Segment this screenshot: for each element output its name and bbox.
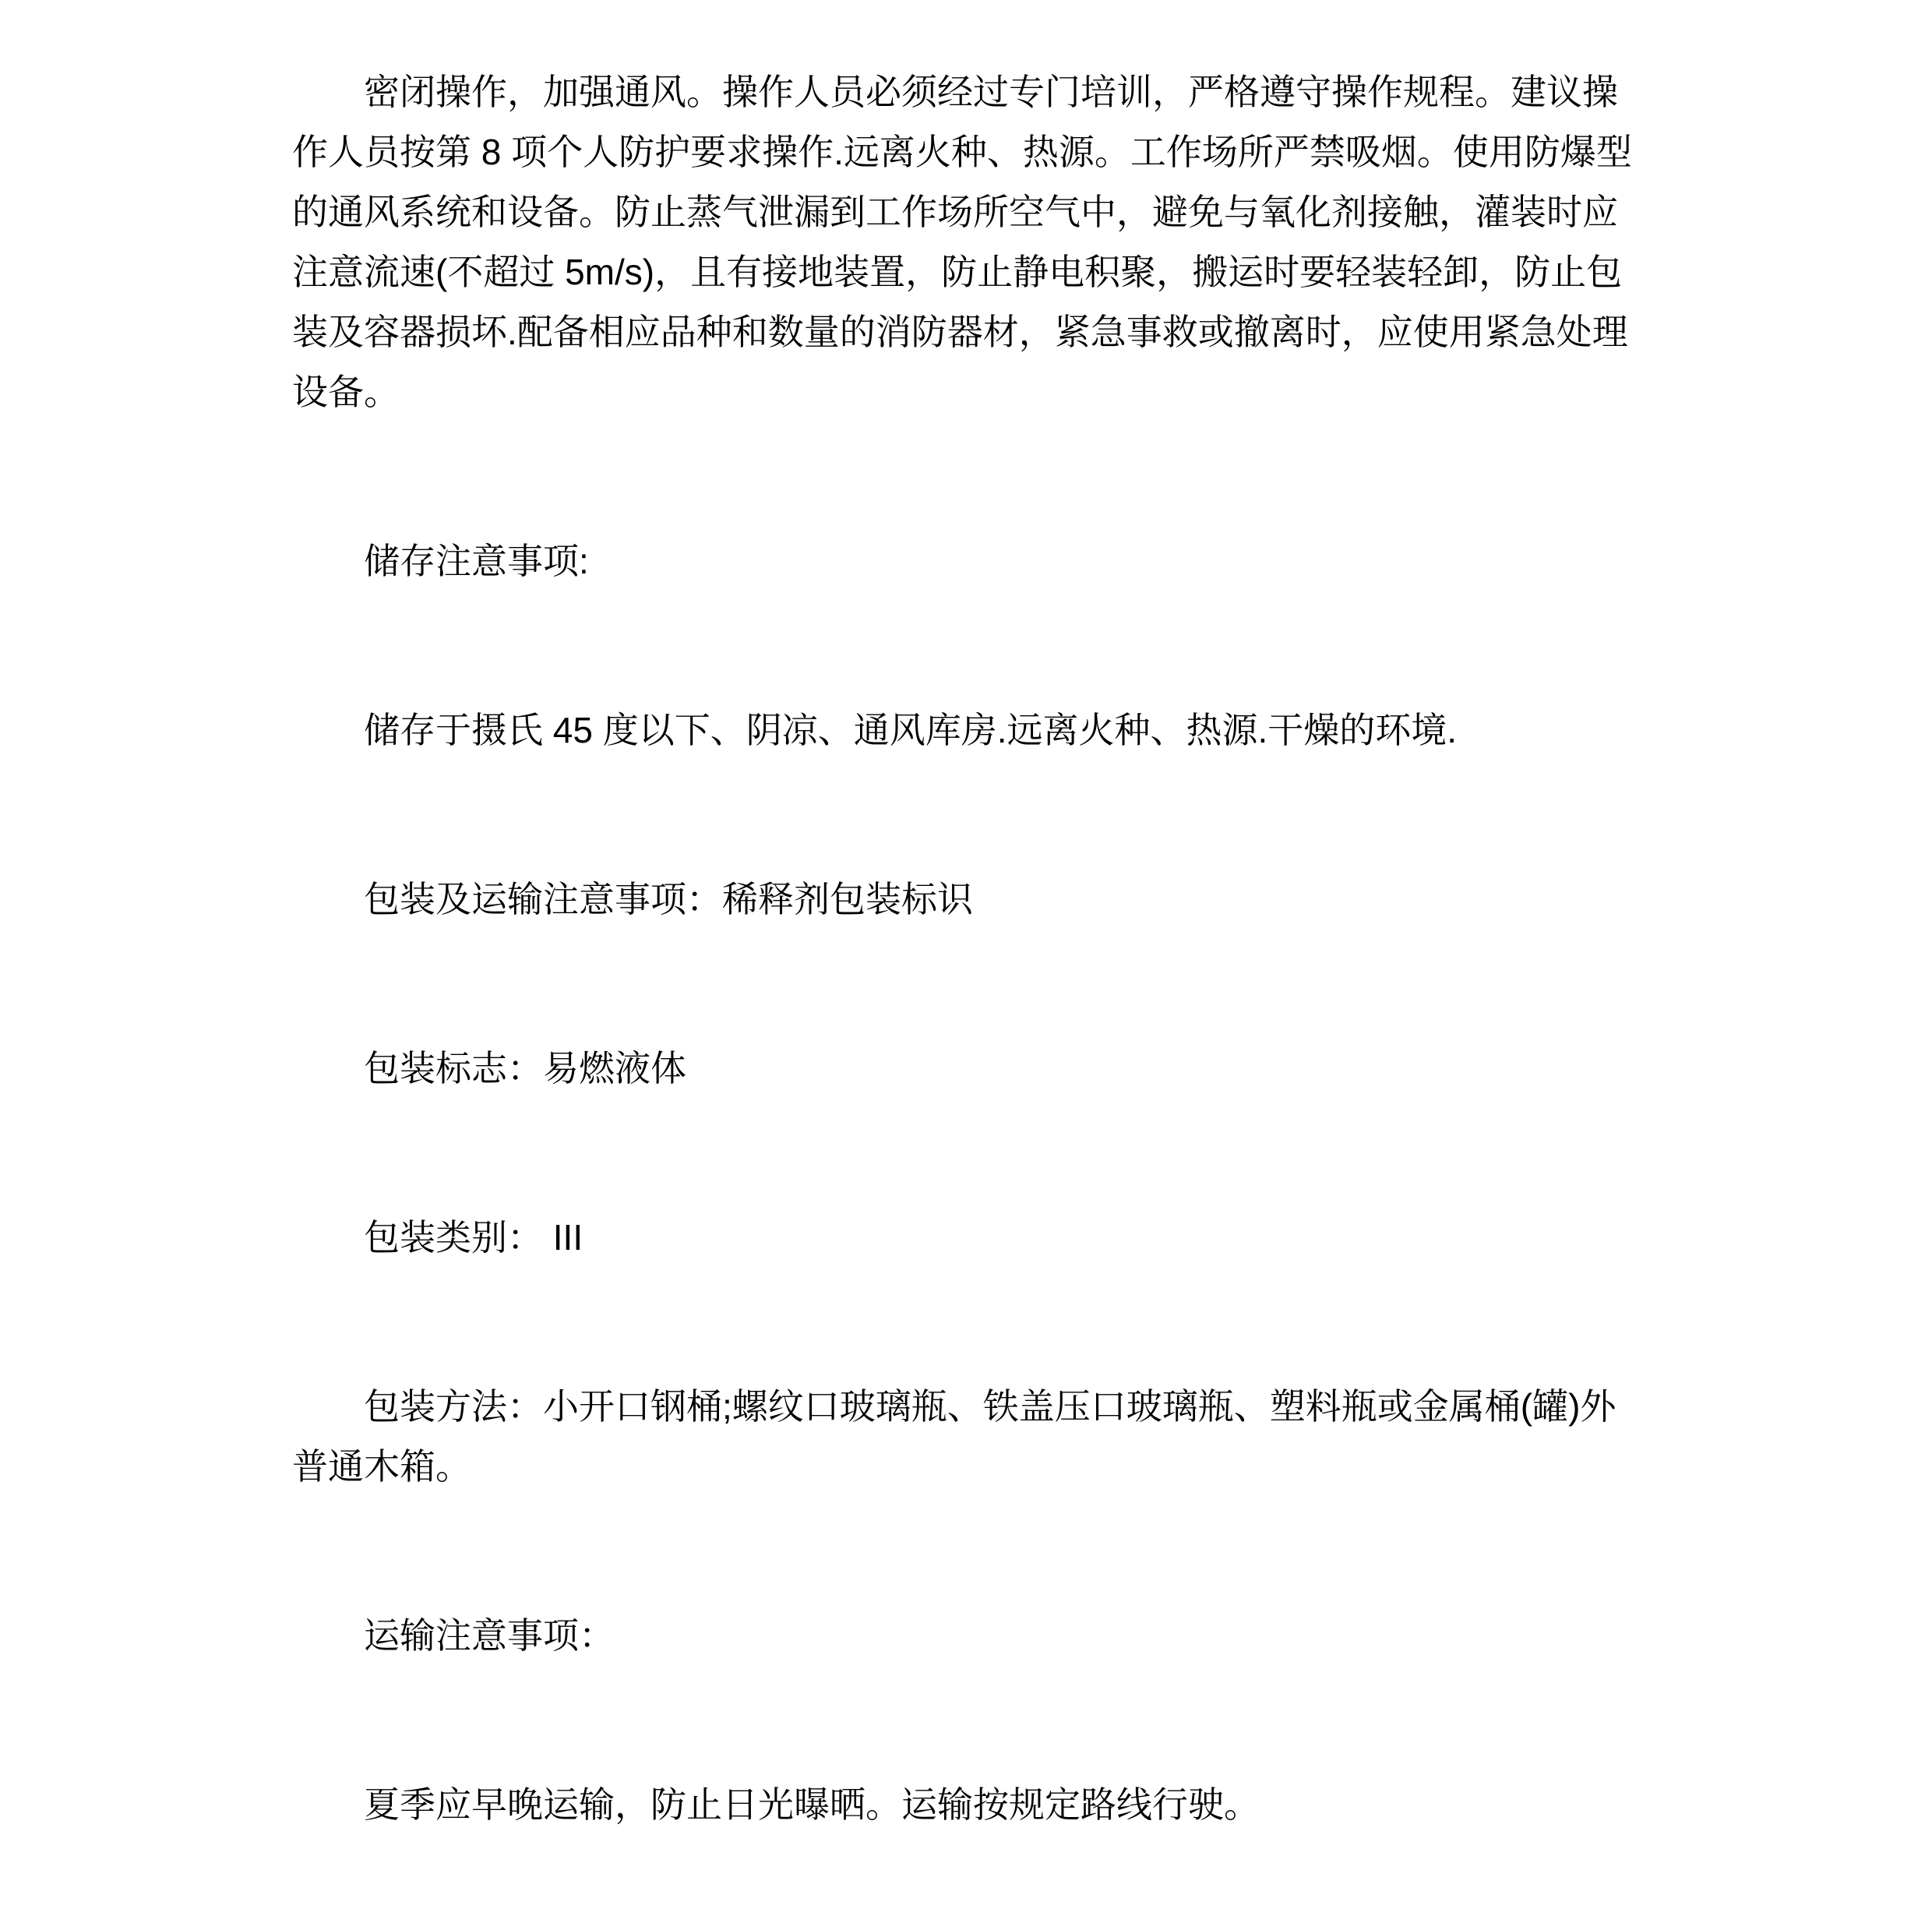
packaging-transport-heading-line: 包装及运输注意事项：稀释剂包装标识 — [364, 879, 973, 919]
packaging-method-line-1: 包装方法：小开口钢桶;螺纹口玻璃瓶、铁盖压口玻璃瓶、塑料瓶或金属桶(罐)外 — [364, 1386, 1616, 1427]
packaging-mark-line: 包装标志：易燃液体 — [364, 1048, 686, 1089]
storage-precautions-heading — [292, 531, 1636, 591]
operation-precautions-paragraph — [292, 62, 1636, 422]
operation-precautions-line-6: 设备。 — [292, 372, 400, 412]
storage-conditions-line: 储存于摄氏 45 度以下、阴凉、通风库房.远离火种、热源.干燥的环境. — [364, 710, 1458, 750]
operation-precautions-line-1: 密闭操作，加强通风。操作人员必须经过专门培训，严格遵守操作规程。建议操 — [364, 72, 1618, 112]
packaging-transport-heading — [292, 870, 1636, 930]
operation-precautions-line-4: 注意流速(不超过 5m/s)，且有接地装置，防止静电积聚，搬运时要轻装轻卸，防止包 — [292, 252, 1623, 292]
operation-precautions-line-3: 的通风系统和设备。防止蒸气泄漏到工作场所空气中，避免与氧化剂接触，灌装时应 — [292, 192, 1618, 232]
storage-conditions-paragraph — [292, 700, 1636, 760]
packaging-method-paragraph — [292, 1377, 1636, 1497]
transport-precautions-heading — [292, 1606, 1636, 1666]
packaging-category-paragraph — [292, 1208, 1636, 1268]
packaging-method-line-2: 普通木箱。 — [292, 1446, 471, 1487]
storage-precautions-heading-line: 储存注意事项: — [364, 541, 589, 581]
packaging-category-line: 包装类别： III — [364, 1217, 583, 1258]
transport-precautions-heading-line: 运输注意事项： — [364, 1615, 615, 1656]
operation-precautions-line-5: 装及容器损坏.配备相应品种和数量的消防器材，紧急事救或撤离时，应使用紧急处理 — [292, 312, 1628, 352]
transport-method-paragraph — [292, 1775, 1636, 1835]
transport-method-line: 夏季应早晚运输，防止日光曝晒。运输按规定路线行驶。 — [364, 1784, 1260, 1825]
operation-precautions-line-2: 作人员按第 8 项个人防护要求操作.远离火种、热源。工作场所严禁吸烟。使用防爆型 — [292, 132, 1632, 172]
packaging-mark-paragraph — [292, 1039, 1636, 1099]
